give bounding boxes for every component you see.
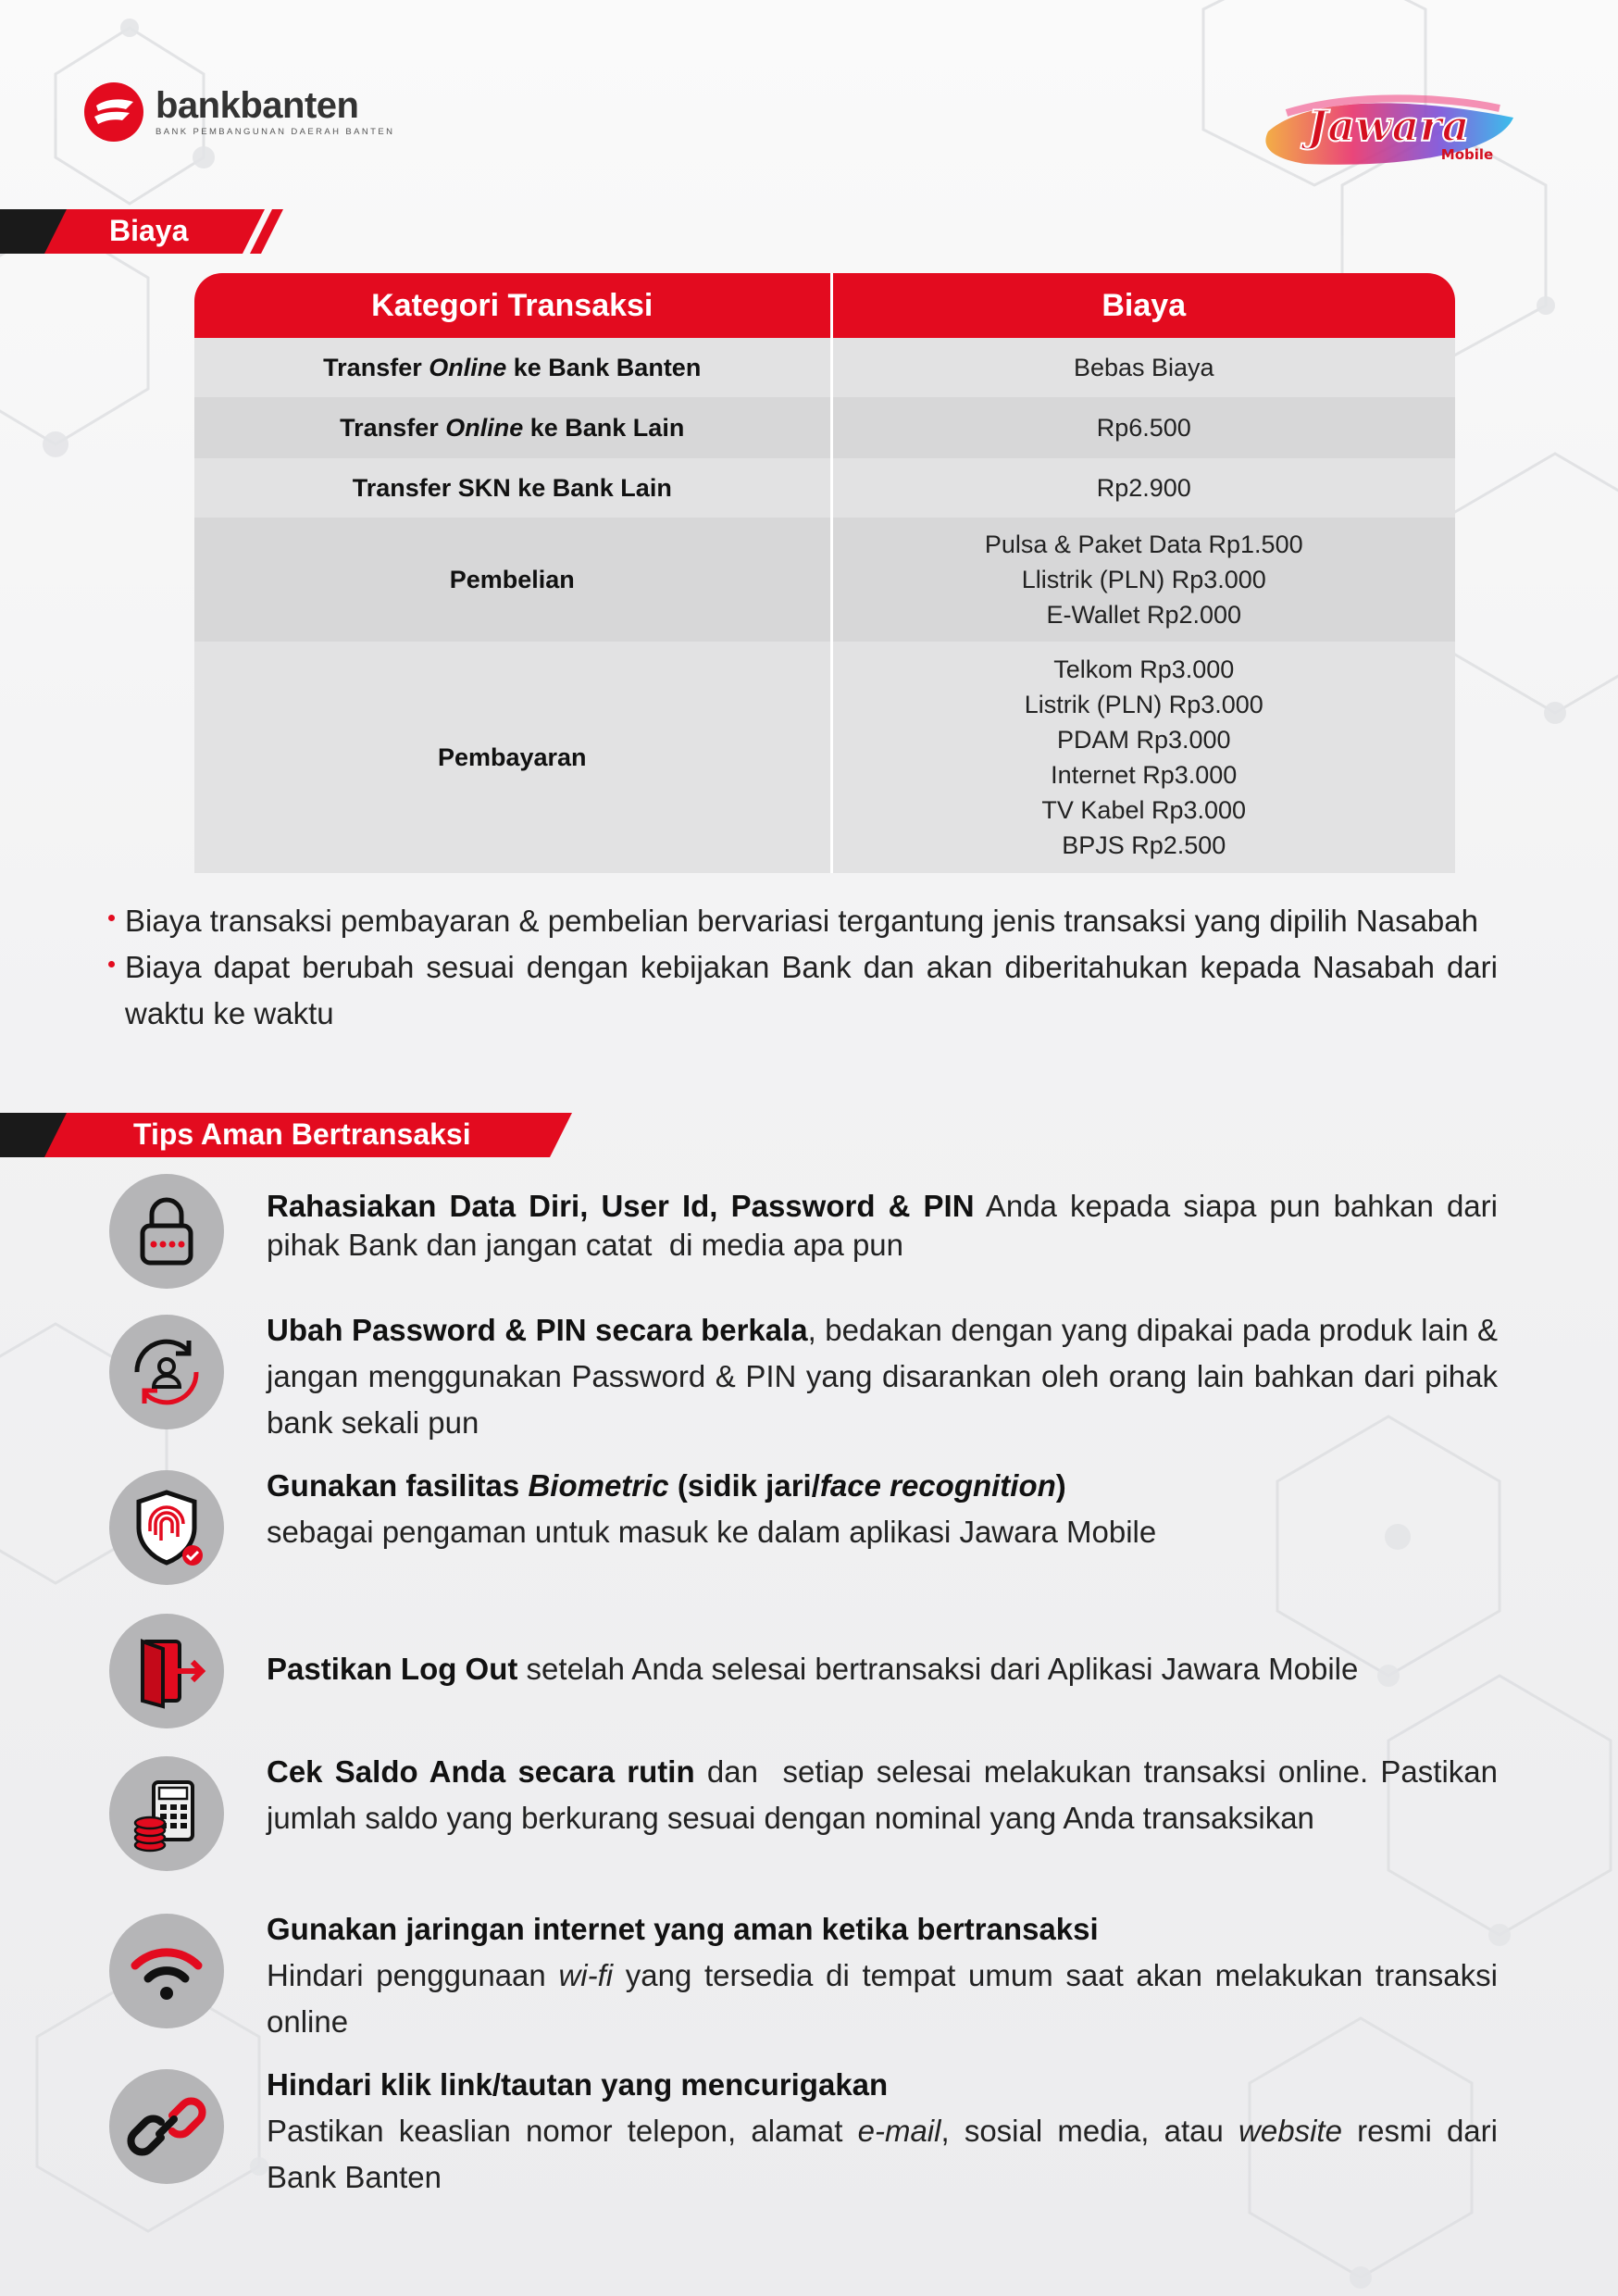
category-text: Pembelian <box>449 566 575 593</box>
tip-text: Pastikan Log Out setelah Anda selesai bertransaksi dari Aplikasi Jawara Mobile <box>267 1652 1359 1686</box>
fee-value: E-Wallet Rp2.000 <box>1046 601 1242 629</box>
fee-value-cell <box>831 397 1455 458</box>
tips-section-header <box>0 1109 592 1159</box>
calculator-coins-icon <box>109 1756 224 1871</box>
bank-subtitle: BANK PEMBANGUNAN DAERAH BANTEN <box>156 127 395 137</box>
fee-value: BPJS Rp2.500 <box>1062 831 1226 859</box>
fee-category-cell <box>194 518 831 642</box>
bank-logo-mark-icon <box>83 81 144 143</box>
fee-category-cell <box>194 338 831 397</box>
tip-text: Cek Saldo Anda secara rutin dan setiap selesai melakukan transaksi online. Pastikan jumlah saldo yang berkurang sesuai dengan nominal yang Anda transaksikan <box>267 1754 1498 1835</box>
fee-table-row <box>194 642 1455 873</box>
category-text: Pembayaran <box>437 743 587 771</box>
table-header-category: Kategori Transaksi <box>194 273 831 338</box>
svg-text:Jawara: Jawara <box>1307 101 1470 151</box>
bank-logo <box>83 81 394 143</box>
bank-name: bankbanten <box>156 85 359 126</box>
fee-value-cell <box>831 642 1455 873</box>
fee-table-row <box>194 518 1455 642</box>
category-text: Transfer <box>323 354 429 381</box>
table-header-fee: Biaya <box>831 273 1455 338</box>
tip-text: Gunakan fasilitas Biometric (sidik jari/face recognition) sebagai pengaman untuk masuk ke dalam aplikasi Jawara Mobile <box>267 1468 1157 1549</box>
fee-value: Listrik (PLN) Rp3.000 <box>1024 691 1263 718</box>
fee-value: Bebas Biaya <box>1073 354 1214 381</box>
fee-note <box>106 898 1498 944</box>
fee-value-cell <box>831 338 1455 397</box>
fee-value: Rp6.500 <box>1096 414 1191 442</box>
fee-value-cell <box>831 458 1455 518</box>
category-text: Transfer <box>340 414 446 442</box>
link-icon <box>109 2069 224 2184</box>
fee-value: TV Kabel Rp3.000 <box>1041 796 1247 824</box>
fees-section-title: Biaya <box>109 214 189 247</box>
fee-value: Rp2.900 <box>1096 474 1191 502</box>
fingerprint-shield-icon <box>109 1470 224 1585</box>
tip-text: Ubah Password & PIN secara berkala, bedakan dengan yang dipakai pada produk lain & jangan menggunakan Password & PIN yang disarankan oleh orang lain bahkan dari pihak bank sekali pun <box>267 1313 1498 1440</box>
fee-table-row <box>194 397 1455 458</box>
jawara-mobile-logo <box>1250 76 1527 182</box>
category-text: ke Bank Lain <box>523 414 685 442</box>
tips-section-title: Tips Aman Bertransaksi <box>133 1117 471 1151</box>
tip-text: Gunakan jaringan internet yang aman ketika bertransaksi Hindari penggunaan wi-fi yang tersedia di tempat umum saat akan melakukan transaksi online <box>267 1912 1498 2039</box>
category-emphasis: Online <box>445 414 524 442</box>
category-text: ke Bank Banten <box>506 354 702 381</box>
category-text: Transfer SKN ke Bank Lain <box>352 474 672 502</box>
fee-note <box>106 944 1498 1037</box>
fee-value: Telkom Rp3.000 <box>1053 655 1235 683</box>
password-refresh-icon <box>109 1315 224 1429</box>
fee-value: PDAM Rp3.000 <box>1056 726 1231 754</box>
fee-notes <box>106 898 1498 1037</box>
fee-note-text: Biaya transaksi pembayaran & pembelian bervariasi tergantung jenis transaksi yang dipilih Nasabah <box>125 904 1478 938</box>
fee-value: Llistrik (PLN) Rp3.000 <box>1021 566 1266 593</box>
fee-table-row <box>194 458 1455 518</box>
category-emphasis: Online <box>429 354 507 381</box>
svg-text:Mobile: Mobile <box>1440 146 1494 163</box>
bullet-icon <box>108 915 115 921</box>
tip-text: Rahasiakan Data Diri, User Id, Password & PIN Anda kepada siapa pun bahkan dari pihak Bank dan jangan catat di media apa pun <box>267 1189 1498 1262</box>
fee-category-cell <box>194 397 831 458</box>
fee-value: Internet Rp3.000 <box>1051 761 1238 789</box>
fee-value-cell <box>831 518 1455 642</box>
wifi-icon <box>109 1914 224 2028</box>
logout-door-icon <box>109 1614 224 1728</box>
fee-table-row <box>194 338 1455 397</box>
tip-text: Hindari klik link/tautan yang mencurigakan Pastikan keaslian nomor telepon, alamat e-mail, sosial media, atau website resmi dari Bank Banten <box>267 2067 1498 2194</box>
fee-table <box>194 273 1455 873</box>
bullet-icon <box>108 961 115 967</box>
fee-category-cell <box>194 458 831 518</box>
lock-icon <box>109 1174 224 1289</box>
fee-table-header-row <box>194 273 1455 338</box>
fees-section-header <box>0 206 296 256</box>
fee-note-text: Biaya dapat berubah sesuai dengan kebijakan Bank dan akan diberitahukan kepada Nasabah dari waktu ke waktu <box>125 950 1498 1030</box>
fee-category-cell <box>194 642 831 873</box>
fee-value: Pulsa & Paket Data Rp1.500 <box>984 530 1303 558</box>
